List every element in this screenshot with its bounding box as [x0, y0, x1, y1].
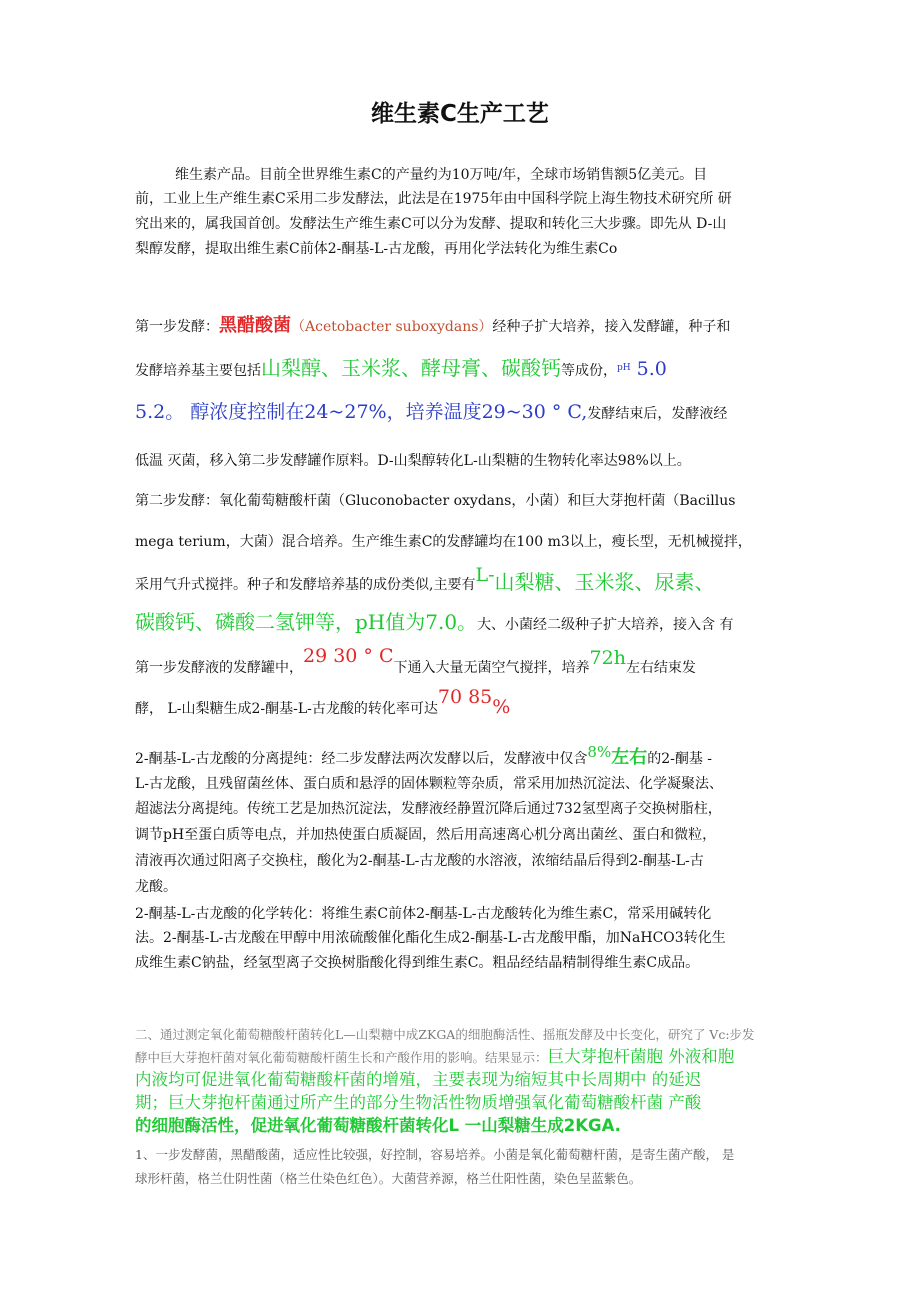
step2-temperature: 29 30 ° C	[303, 645, 394, 667]
step1-latin-name: （Acetobacter suboxydans）	[291, 319, 493, 335]
step2-text-b: 大、小菌经二级种子扩大培养，接入含 有	[477, 617, 734, 633]
step2-line-2: mega terium，大菌）混合培养。生产维生素C的发酵罐均在100 m3以上，瘦长型，无机械搅拌，	[135, 534, 752, 550]
separation-percent: 8%	[587, 743, 612, 761]
step1-line-1	[135, 316, 730, 337]
step2-media-a: 山梨糖、玉米浆、尿素、	[494, 570, 715, 594]
part2-line-2	[135, 1047, 734, 1068]
intro-line-1: 维生素产品。目前全世界维生素C的产量约为10万吨/年，全球市场销售额5亿美元。目	[175, 167, 708, 183]
part2-line-7: 球形杆菌，格兰仕阴性菌（格兰仕染色红色）。大菌营养源，格兰仕阳性菌，染色呈蓝紫色。	[135, 1171, 642, 1186]
step2-line-3	[135, 564, 715, 595]
step2-text-e: 左右结束发	[625, 660, 696, 676]
step1-microbe: 黑醋酸菌	[219, 315, 291, 336]
step2-l-prefix: L-	[475, 564, 495, 586]
conversion-line-3: 成维生素C钠盐，经氢型离子交换树脂酸化得到维生素C。粗品经结晶精制得维生素C成品。	[135, 955, 700, 971]
part2-highlight-a: 巨大芽抱杆菌胞 外液和胞	[547, 1047, 735, 1066]
part2-line-5: 的细胞酶活性，促进氧化葡萄糖酸杆菌转化L 一山梨糖生成2KGA.	[135, 1116, 621, 1135]
step2-line-6	[135, 686, 511, 719]
intro-line-2: 前，工业上生产维生素C采用二步发酵法，此法是在1975年由中国科学院上海生物技术研究所 研	[135, 191, 732, 207]
step1-line-2	[135, 358, 667, 383]
part2-line-6: 1、一步发酵菌，黑醋酸菌，适应性比较强，好控制，容易培养。小菌是氧化葡萄糖杆菌，是寄生菌产酸， 是	[135, 1147, 735, 1162]
separation-line-3: 超滤法分离提纯。传统工艺是加热沉淀法，发酵液经静置沉降后通过732氢型离子交换树脂柱，	[135, 801, 722, 817]
part2-text-a: 酵中巨大芽抱杆菌对氧化葡萄糖酸杆菌生长和产酸作用的影响。结果显示：	[135, 1050, 548, 1065]
step1-line-4: 低温 灭菌，移入第二步发酵罐作原料。D-山梨醇转化L-山梨糖的生物转化率达98%以上。	[135, 453, 691, 469]
step1-text-d: 发酵结束后，发酵液经	[587, 406, 728, 422]
step1-text-a: 经种子扩大培养，接入发酵罐，种子和	[492, 319, 731, 335]
step2-text-c: 第一步发酵液的发酵罐中，	[135, 660, 303, 676]
separation-line-2: L-古龙酸，且残留菌丝体、蛋白质和悬浮的固体颗粒等杂质，常采用加热沉淀法、化学凝聚法、	[135, 776, 724, 792]
intro-line-3: 究出来的，属我国首创。发酵法生产维生素C可以分为发酵、提取和转化三大步骤。即先从 D-山	[135, 216, 727, 232]
part2-line-1: 二、通过测定氧化葡萄糖酸杆菌转化L—山梨糖中成ZKGA的细胞酶活性、摇瓶发酵及中长变化，研究了 Vc:步发	[135, 1027, 755, 1042]
step1-conditions: 5.2。 醇浓度控制在24~27%，培养温度29~30 ° C,	[135, 401, 588, 423]
step2-text-a: 采用气升式搅拌。种子和发酵培养基的成份类似,主要有	[135, 577, 476, 593]
separation-about: 左右	[611, 747, 648, 768]
step1-media-components: 山梨醇、玉米浆、酵母膏、碳酸钙	[261, 356, 561, 380]
step2-percent: %	[492, 696, 511, 718]
document-title: 维生素C生产工艺	[371, 101, 549, 127]
part2-line-3: 内液均可促进氧化葡萄糖酸杆菌的增殖，主要表现为缩短其中长周期中 的延迟	[135, 1070, 702, 1089]
separation-line-1	[135, 743, 713, 769]
step1-ph-value: 5.0	[630, 358, 667, 380]
step1-text-b: 发酵培养基主要包括	[135, 363, 261, 379]
step1-text-c: 等成份，	[561, 363, 617, 379]
part2-line-4: 期；巨大芽抱杆菌通过所产生的部分生物活性物质增强氧化葡萄糖酸杆菌 产酸	[135, 1093, 702, 1112]
separation-line-5: 清液再次通过阳离子交换柱，酸化为2-酮基-L-古龙酸的水溶液，浓缩结晶后得到2-酮基-L-古	[135, 853, 704, 869]
step2-duration: 72h	[589, 647, 626, 669]
step2-line-5	[135, 645, 696, 678]
step2-text-f: 酵， L-山梨糖生成2-酮基-L-古龙酸的转化率可达	[135, 701, 438, 717]
step2-line-1: 第二步发酵：氧化葡萄糖酸杆菌（Gluconobacter oxydans，小菌）和巨大芽抱杆菌（Bacillus	[135, 493, 736, 509]
step2-line-4	[135, 612, 734, 635]
separation-line-4: 调节pH至蛋白质等电点，并加热使蛋白质凝固，然后用高速离心机分离出菌丝、蛋白和微粒，	[135, 827, 717, 843]
conversion-line-2: 法。2-酮基-L-古龙酸在甲醇中用浓硫酸催化酯化生成2-酮基-L-古龙酸甲酯，加NaHCO3转化生	[135, 930, 726, 946]
step1-line-3	[135, 402, 727, 424]
intro-line-4: 梨醇发酵，提取出维生素C前体2-酮基-L-古龙酸，再用化学法转化为维生素Co	[135, 241, 618, 257]
conversion-line-1: 2-酮基-L-古龙酸的化学转化：将维生素C前体2-酮基-L-古龙酸转化为维生素C，常采用碱转化	[135, 906, 712, 922]
step2-media-b: 碳酸钙、磷酸二氢钾等，pH值为7.0。	[135, 610, 478, 634]
step1-ph-label: pH	[617, 363, 631, 373]
step2-conversion-rate: 70 85	[437, 686, 493, 708]
separation-text-b: 的2-酮基 -	[647, 751, 713, 767]
separation-line-6: 龙酸。	[135, 879, 177, 895]
step1-label: 第一步发酵：	[135, 319, 219, 335]
separation-text-a: 2-酮基-L-古龙酸的分离提纯：经二步发酵法两次发酵以后，发酵液中仅含	[135, 751, 588, 767]
step2-text-d: 下通入大量无菌空气搅拌，培养	[393, 660, 590, 676]
